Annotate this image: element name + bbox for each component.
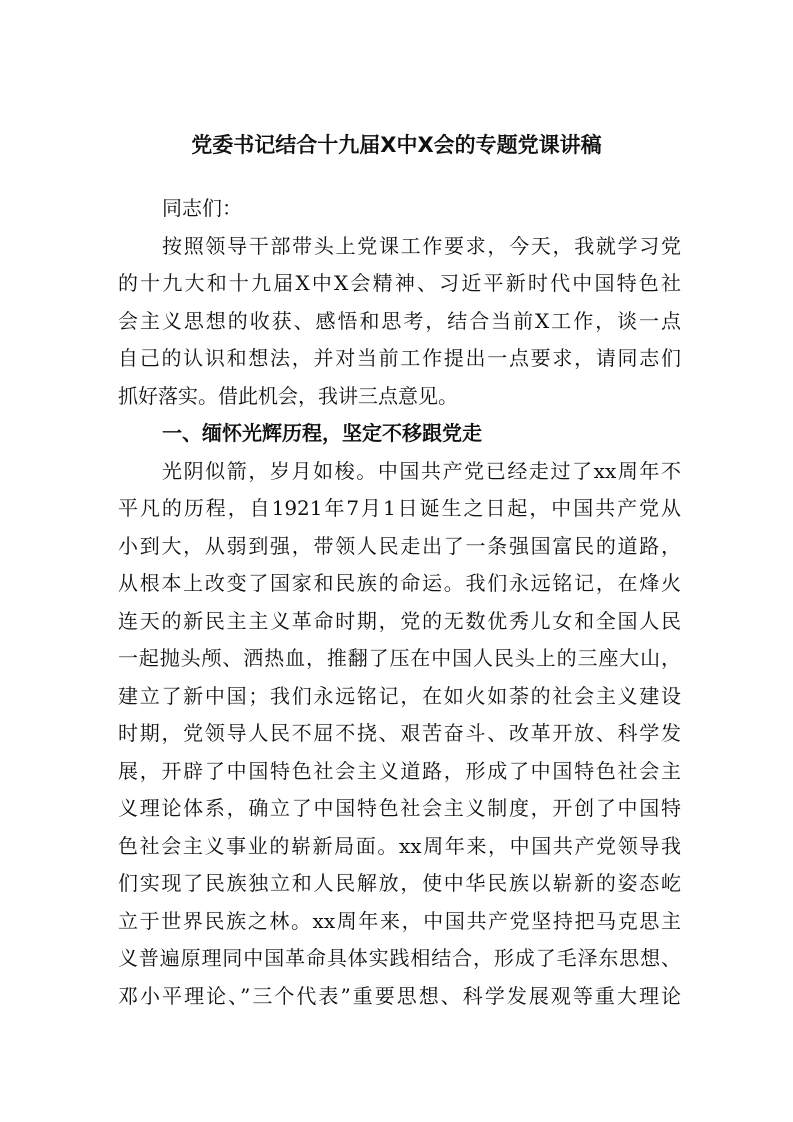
text-line: 自己的认识和想法，并对当前工作提出一点要求，请同志们 <box>118 346 681 370</box>
document-title: 党委书记结合十九届X中X会的专题党课讲稿 <box>191 133 602 157</box>
text-line: 们实现了民族独立和人民解放，使中华民族以崭新的姿态屹 <box>118 871 681 895</box>
text-line: 色社会主义事业的崭新局面。xx周年来，中国共产党领导我 <box>118 833 681 858</box>
text-line: 小到大，从弱到强，带领人民走出了一条强国富民的道路， <box>118 533 681 558</box>
text-line: 连天的新民主主义革命时期，党的无数优秀儿女和全国人民 <box>118 608 681 633</box>
salutation: 同志们： <box>162 196 242 220</box>
text-line: 时期，党领导人民不屈不挠、艰苦奋斗、改革开放、科学发 <box>118 721 681 745</box>
text-line: 建立了新中国；我们永远铭记，在如火如荼的社会主义建设 <box>118 683 681 708</box>
text-line: 的十九大和十九届X中X会精神、习近平新时代中国特色社 <box>118 271 681 295</box>
text-line: 按照领导干部带头上党课工作要求，今天，我就学习党 <box>162 233 681 258</box>
text-line: 邓小平理论、”三个代表”重要思想、科学发展观等重大理论 <box>118 983 681 1008</box>
text-line: 从根本上改变了国家和民族的命运。我们永远铭记，在烽火 <box>118 571 681 595</box>
text-line: 立于世界民族之林。xx周年来，中国共产党坚持把马克思主 <box>118 908 681 933</box>
text-line: 光阴似箭，岁月如梭。中国共产党已经走过了xx周年不 <box>162 458 681 483</box>
text-line: 义理论体系，确立了中国特色社会主义制度，开创了中国特 <box>118 796 681 820</box>
text-line: 抓好落实。借此机会，我讲三点意见。 <box>118 383 458 408</box>
text-line: 平凡的历程，自1921年7月1日诞生之日起，中国共产党从 <box>118 496 681 520</box>
paragraph-intro <box>118 228 681 416</box>
text-line: 会主义思想的收获、感悟和思考，结合当前X工作，谈一点 <box>118 308 681 333</box>
text-line: 展，开辟了中国特色社会主义道路，形成了中国特色社会主 <box>118 758 681 783</box>
paragraph-history <box>118 453 681 1016</box>
section-heading-1: 一、缅怀光辉历程，坚定不移跟党走 <box>162 421 482 445</box>
text-line: 义普遍原理同中国革命具体实践相结合，形成了毛泽东思想、 <box>118 946 681 970</box>
text-line: 一起抛头颅、洒热血，推翻了压在中国人民头上的三座大山， <box>118 646 681 670</box>
document-body <box>118 190 681 1015</box>
